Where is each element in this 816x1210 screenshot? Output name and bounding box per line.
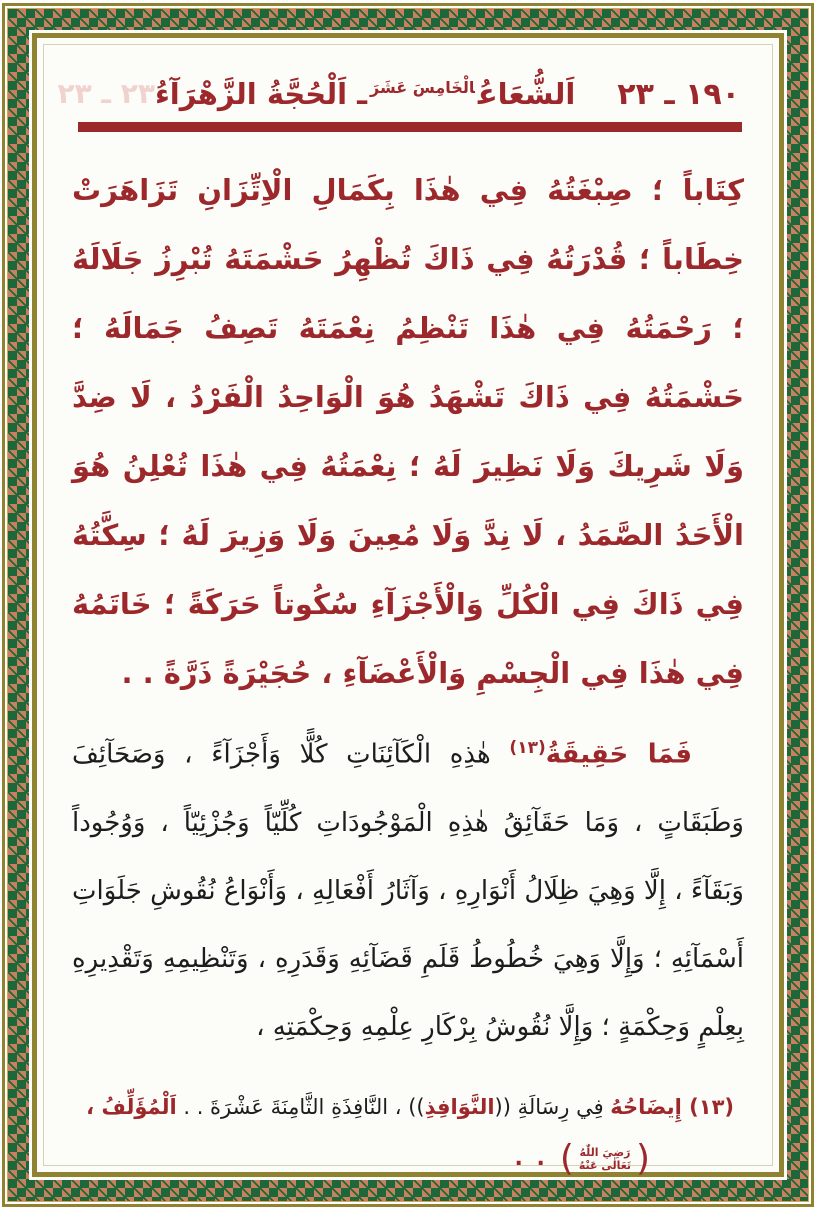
ornamental-border xyxy=(7,8,809,1202)
inner-hairline-frame xyxy=(43,44,773,1179)
ghost-page-number-showthrough: ٢٣ ـ ٢٣ xyxy=(57,77,155,110)
blessing-seal-icon xyxy=(559,1137,650,1179)
seal-paren-close: ) xyxy=(559,1137,574,1179)
footnote-rest: ، النَّافِذَةِ الثَّامِنَةَ عَشْرَةَ . . xyxy=(176,1094,409,1119)
page-content xyxy=(44,45,772,1179)
footnote-number-and-lead: (١٣) إِيضَاحُهُ xyxy=(610,1094,734,1119)
page-header xyxy=(57,69,746,112)
seal-trailing-dots: . . xyxy=(514,1146,548,1172)
chapter-title-superscript: الْخَامِسَ عَشَرَ xyxy=(370,78,475,98)
chapter-title-main: اَلشُّعَاعُ xyxy=(477,77,576,111)
footnote-quote-open: (( xyxy=(494,1094,511,1119)
chapter-title xyxy=(155,77,575,111)
seal-paren-open: ( xyxy=(635,1137,650,1179)
footnote-author-signature: اَلْمُؤَلِّفُ ، xyxy=(86,1094,177,1119)
footnote-text xyxy=(70,1083,746,1127)
paragraph-red-invocation: كِتَاباً ؛ صِبْغَتُهُ فِي هٰذَا بِكَمَالِ الْاِتِّزَانِ تَزَاهَرَتْ خِطَاباً ؛ قُدْرَتُهُ فِي ذَاكَ تُظْهِرُ حَشْمَتَهُ تُبْرِزُ جَلَالَهُ ؛ رَحْمَتُهُ فِي هٰذَا تَنْظِمُ نِعْمَتَهُ تَصِفُ جَمَالَهُ ؛ حَشْمَتُهُ فِي ذَاكَ تَشْهَدُ هُوَ الْوَاحِدُ الْفَرْدُ ، لَا ضِدَّ وَلَا شَرِيكَ وَلَا نَظِيرَ لَهُ ؛ نِعْمَتُهُ فِي هٰذَا تُعْلِنُ هُوَ الْأَحَدُ الصَّمَدُ ، لَا نِدَّ وَلَا مُعِينَ وَلَا وَزِيرَ لَهُ ؛ سِكَّتُهُ فِي ذَاكَ فِي الْكُلِّ وَالْأَجْزَآءِ سُكُوتاً حَرَكَةً ؛ خَاتَمُهُ فِي هٰذَا فِي الْجِسْمِ وَالْأَعْضَآءِ ، حُجَيْرَةً ذَرَّةً . . xyxy=(72,173,744,690)
footnote-reference-marker: (١٣) xyxy=(509,738,546,758)
paragraph-lead-red: فَمَا حَقِيقَةُ xyxy=(545,739,692,770)
author-seal-row xyxy=(70,1127,746,1177)
seal-calligraphy-text: رَضِيَ اللّٰهُ تَعَالٰى عَنْهُ xyxy=(578,1145,632,1172)
footnote-book-name: النَّوَافِذِ xyxy=(424,1094,495,1119)
footnote-quote-close: )) xyxy=(408,1094,425,1119)
header-divider-double-rule xyxy=(78,122,742,132)
frame-gap xyxy=(29,30,787,1180)
footnote-in-risala: فِي رِسَالَةِ xyxy=(510,1094,611,1119)
page-number: ١٩٠ ـ ٢٣ xyxy=(617,77,740,112)
outer-gold-frame xyxy=(2,3,814,1207)
paragraph-black-text: هٰذِهِ الْكَآئِنَاتِ كُلًّا وَأَجْزَآءً ، وَصَحَآئِفَ وَطَبَقَاتٍ ، وَمَا حَقَآئِقُ هٰذِهِ الْمَوْجُودَاتِ كُلِّيّاً وَجُزْئِيّاً ، وَوُجُوداً وَبَقَآءً ، إِلَّا وَهِيَ ظِلَالُ أَنْوَارِهِ ، وَآثَارُ أَفْعَالِهِ ، وَأَنْوَاعُ نُقُوشِ جَلَوَاتِ أَسْمَآئِهِ ؛ وَإِلَّا وَهِيَ خُطُوطُ قَلَمِ قَضَآئِهِ وَقَدَرِهِ ، وَتَنْظِيمِهِ وَتَقْدِيرِهِ بِعِلْمٍ وَحِكْمَةٍ ؛ وَإِلَّا نُقُوشُ بِرْكَارِ عِلْمِهِ وَحِكْمَتِهِ ، xyxy=(72,739,744,1042)
paragraph-black-commentary xyxy=(72,714,744,1061)
chapter-title-rest: ـ اَلْحُجَّةُ الزَّهْرَآءُ xyxy=(154,77,368,111)
inner-gold-frame xyxy=(32,33,784,1177)
